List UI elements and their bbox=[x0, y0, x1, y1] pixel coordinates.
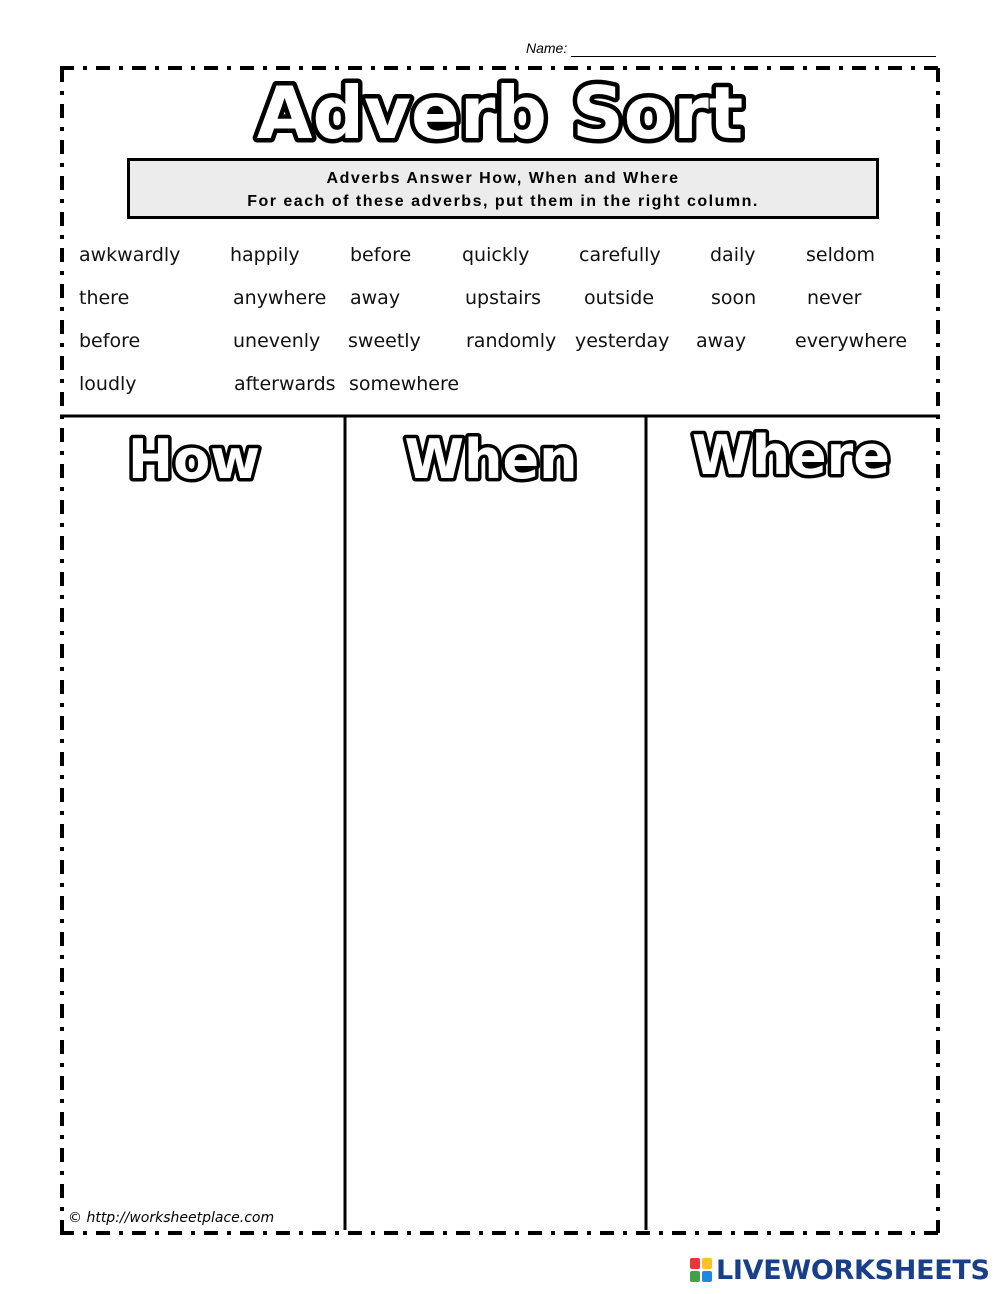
worksheet-title bbox=[0, 70, 1000, 160]
word-item: sweetly bbox=[348, 330, 421, 352]
brand-name: LIVEWORKSHEETS bbox=[716, 1254, 990, 1286]
column-heading-when-text: When bbox=[404, 428, 578, 491]
word-item: yesterday bbox=[575, 330, 670, 352]
instruction-line-2: For each of these adverbs, put them in the right column. bbox=[247, 193, 759, 210]
word-item: there bbox=[79, 287, 130, 309]
word-item: somewhere bbox=[349, 373, 460, 395]
word-item: afterwards bbox=[234, 373, 336, 395]
word-item: awkwardly bbox=[79, 244, 181, 266]
word-item: never bbox=[807, 287, 862, 309]
copyright-notice: © http://worksheetplace.com bbox=[68, 1210, 275, 1226]
word-item: quickly bbox=[462, 244, 530, 266]
word-item: daily bbox=[710, 244, 756, 266]
word-item: before bbox=[79, 330, 141, 352]
word-item: loudly bbox=[79, 373, 137, 395]
word-item: happily bbox=[230, 244, 300, 266]
instruction-box bbox=[127, 158, 879, 219]
column-heading-how-text: How bbox=[127, 428, 261, 491]
liveworksheets-brand bbox=[690, 1253, 990, 1287]
word-item: away bbox=[350, 287, 401, 309]
word-item: before bbox=[350, 244, 412, 266]
word-item: unevenly bbox=[233, 330, 321, 352]
word-item: carefully bbox=[579, 244, 661, 266]
liveworksheets-logo-icon bbox=[690, 1258, 712, 1282]
word-item: outside bbox=[584, 287, 655, 309]
word-item: anywhere bbox=[233, 287, 327, 309]
column-heading-where bbox=[649, 418, 937, 498]
instruction-line-1: Adverbs Answer How, When and Where bbox=[326, 170, 680, 187]
answer-area-how[interactable] bbox=[66, 500, 342, 1200]
word-item: everywhere bbox=[795, 330, 908, 352]
column-heading-when bbox=[348, 418, 644, 498]
word-item: seldom bbox=[806, 244, 876, 266]
word-item: away bbox=[696, 330, 747, 352]
word-item: randomly bbox=[466, 330, 557, 352]
word-item: upstairs bbox=[465, 287, 542, 309]
word-item: soon bbox=[711, 287, 757, 309]
answer-area-where[interactable] bbox=[649, 500, 935, 1225]
name-label: Name: bbox=[526, 40, 568, 56]
column-heading-where-text: Where bbox=[692, 424, 890, 487]
answer-area-when[interactable] bbox=[348, 500, 644, 1225]
title-text: Adverb Sort bbox=[256, 71, 744, 155]
column-heading-how bbox=[64, 418, 344, 498]
